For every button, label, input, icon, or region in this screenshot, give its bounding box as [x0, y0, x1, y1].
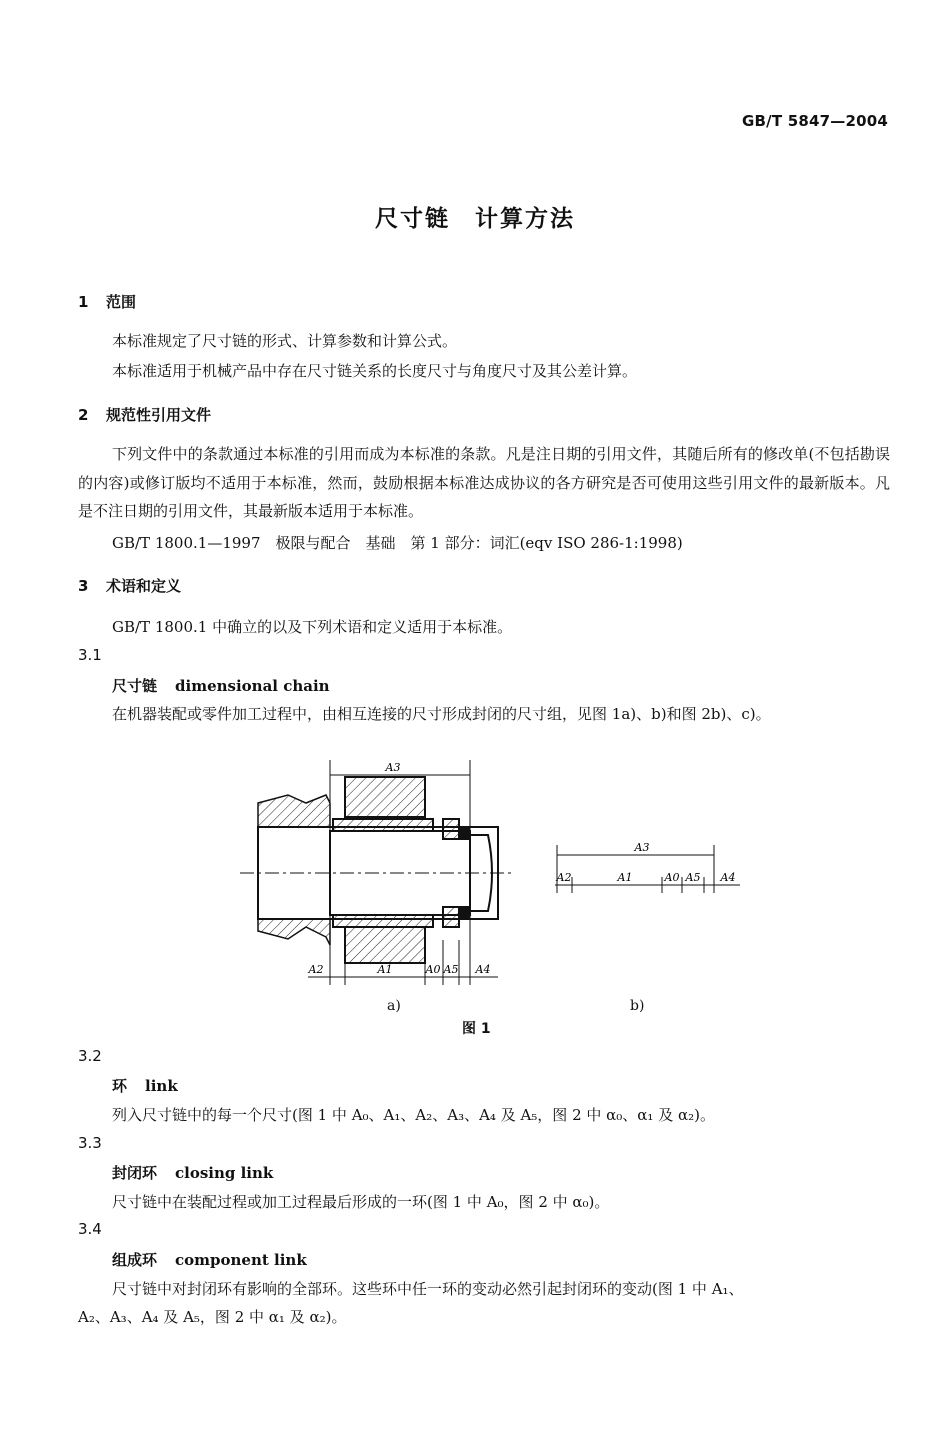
label-b-A2: A2	[556, 871, 572, 884]
label-A1: A1	[377, 963, 393, 976]
term-heading	[112, 1249, 307, 1270]
figure-caption: 图 1	[462, 1021, 491, 1037]
label-b-A5: A5	[685, 871, 701, 884]
term-cn: 组成环	[112, 1251, 158, 1269]
term-definition-line-2: A₂、A₃、A₄ 及 A₅，图 2 中 α₁ 及 α₂)。	[78, 1308, 347, 1326]
section-2-heading	[78, 404, 211, 425]
term-definition-line-1: 尺寸链中对封闭环有影响的全部环。这些环中任一环的变动必然引起封闭环的变动(图 1 中 A₁、	[112, 1280, 744, 1298]
term-en: dimensional chain	[175, 677, 330, 695]
term-heading	[112, 1075, 178, 1096]
term-cn: 尺寸链	[112, 677, 158, 695]
reference-item: GB/T 1800.1—1997 极限与配合 基础 第 1 部分：词汇(eqv ISO 286-1:1998)	[112, 534, 683, 552]
label-b-A4: A4	[720, 871, 736, 884]
paragraph: 本标准适用于机械产品中存在尺寸链关系的长度尺寸与角度尺寸及其公差计算。	[112, 362, 638, 380]
document-title: 尺寸链 计算方法	[375, 206, 575, 232]
section-number: 2	[78, 406, 89, 424]
section-title: 范围	[106, 293, 137, 311]
label-A5: A5	[443, 963, 459, 976]
label-b-A0: A0	[664, 871, 680, 884]
label-A4: A4	[475, 963, 491, 976]
term-heading	[112, 1162, 273, 1183]
clause-number: 3.4	[78, 1220, 102, 1238]
term-definition: 列入尺寸链中的每一个尺寸(图 1 中 A₀、A₁、A₂、A₃、A₄ 及 A₅，图 2 中 α₀、α₁ 及 α₂)。	[112, 1106, 715, 1124]
term-cn: 环	[112, 1077, 128, 1095]
label-A2: A2	[308, 963, 324, 976]
term-en: component link	[175, 1251, 307, 1269]
term-en: closing link	[175, 1164, 274, 1182]
clause-number: 3.2	[78, 1047, 102, 1065]
label-A0: A0	[425, 963, 441, 976]
section-number: 3	[78, 577, 89, 595]
term-heading	[112, 675, 330, 696]
subfigure-a-label: a)	[387, 998, 401, 1014]
figure-1-drawing	[230, 755, 750, 1000]
paragraph: 下列文件中的条款通过本标准的引用而成为本标准的条款。凡是注日期的引用文件，其随后所有的修改单(不包括勘误的内容)或修订版均不适用于本标准，然而，鼓励根据本标准达成协议的各方研究是否可使用这些引用文件的最新版本。凡是不注日期的引用文件，其最新版本适用于本标准。	[78, 445, 890, 520]
label-A3: A3	[385, 761, 401, 774]
term-definition: 在机器装配或零件加工过程中，由相互连接的尺寸形成封闭的尺寸组，见图 1a)、b)和图 2b)、c)。	[112, 705, 771, 723]
term-definition: 尺寸链中在装配过程或加工过程最后形成的一环(图 1 中 A₀，图 2 中 α₀)。	[112, 1193, 610, 1211]
section-title: 规范性引用文件	[106, 406, 212, 424]
section-title: 术语和定义	[106, 577, 182, 595]
section-1-heading	[78, 291, 136, 312]
term-en: link	[145, 1077, 178, 1095]
term-cn: 封闭环	[112, 1164, 158, 1182]
assembly-drawing	[258, 777, 498, 963]
clause-number: 3.1	[78, 646, 102, 664]
clause-number: 3.3	[78, 1134, 102, 1152]
paragraph: 本标准规定了尺寸链的形式、计算参数和计算公式。	[112, 332, 458, 350]
section-3-heading	[78, 575, 181, 596]
paragraph: GB/T 1800.1 中确立的以及下列术语和定义适用于本标准。	[112, 618, 513, 636]
standard-number: GB/T 5847—2004	[742, 112, 888, 130]
label-b-A1: A1	[617, 871, 633, 884]
label-b-A3: A3	[634, 841, 650, 854]
section-number: 1	[78, 293, 89, 311]
subfigure-b-label: b)	[630, 998, 645, 1014]
